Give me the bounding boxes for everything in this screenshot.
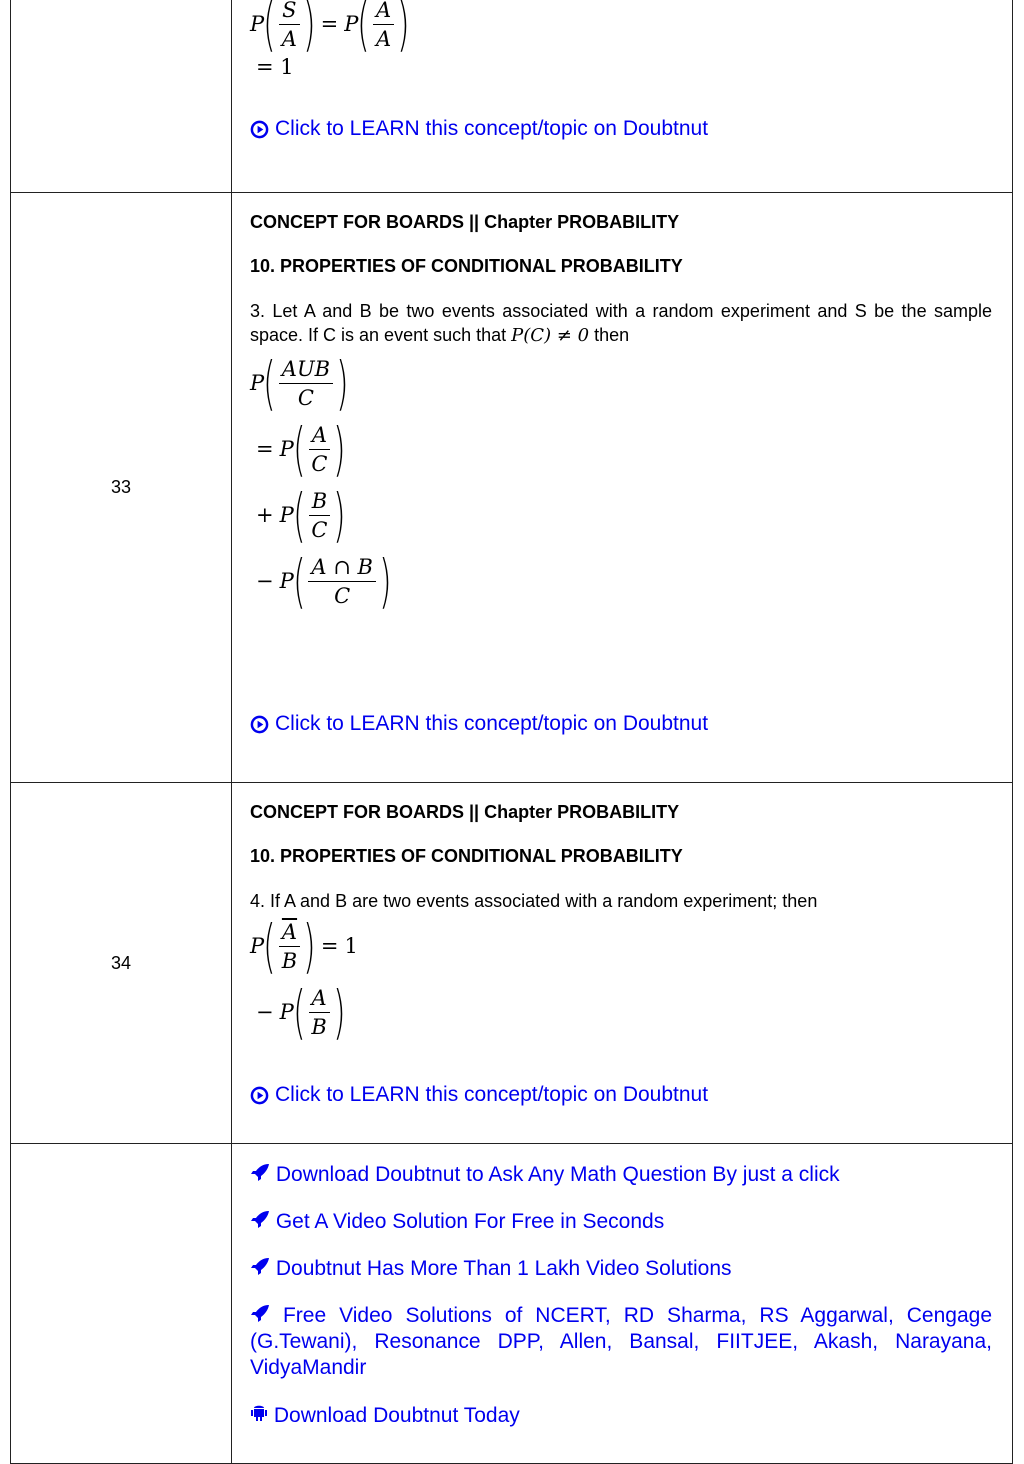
row-number [11,0,232,193]
learn-link-text[interactable]: Click to LEARN this concept/topic on Doubtnut [275,1083,709,1106]
learn-link-row-32[interactable] [250,117,992,141]
rocket-icon [250,1304,270,1327]
row-number-empty [11,1144,232,1464]
learn-link-row-33[interactable] [250,712,992,736]
row-number: 34 [11,783,232,1144]
promo-content [232,1144,1013,1464]
formula-minus-a-over-b: − P ( $\frac{A}{B}$ ) [256,978,346,1046]
row-content [232,193,1013,783]
row-number: 33 [11,193,232,783]
promo-item[interactable]: Get A Video Solution For Free in Seconds [250,1209,992,1235]
table-row [11,1144,1013,1464]
table-row [11,0,1013,193]
concept-table [10,0,1013,1464]
rocket-icon [250,1257,270,1280]
rocket-icon [250,1210,270,1233]
play-circle-icon [250,120,269,139]
promo-item[interactable]: Download Doubtnut to Ask Any Math Question By just a click [250,1162,992,1188]
topic-header: 10. PROPERTIES OF CONDITIONAL PROBABILITY [250,256,683,276]
formula-a-and-b-over-c: − P ( $\frac{A \cap B}{C}$ ) [256,547,392,615]
learn-link-text[interactable]: Click to LEARN this concept/topic on Doubtnut [275,117,709,140]
table-row [11,783,1013,1144]
learn-link-row-34[interactable] [250,1083,992,1107]
formula-a-over-c: = P ( $\frac{A}{C}$ ) [256,415,347,483]
question-text: 3. Let A and B be two events associated with a random experiment and S be the sample space. If C is an event such that P(C) ≠ 0 then [250,301,992,346]
promo-item[interactable]: Free Video Solutions of NCERT, RD Sharma, RS Aggarwal, Cengage (G.Tewani), Resonance DPP, Allen, Bansal, FIITJEE, Akash, Narayana, VidyaMandir [250,1304,992,1379]
concept-header: CONCEPT FOR BOARDS || Chapter PROBABILITY [250,802,680,822]
learn-link-text[interactable]: Click to LEARN this concept/topic on Doubtnut [275,712,709,735]
rocket-icon [250,1163,270,1186]
formula-b-over-c: + P ( $\frac{B}{C}$ ) [256,481,347,549]
question-text: 4. If A and B are two events associated with a random experiment; then [250,891,818,911]
row-content [232,0,1013,193]
inline-math: P(C) ≠ 0 [511,325,590,346]
download-today-link[interactable]: Download Doubtnut Today [250,1402,992,1429]
promo-item[interactable]: Doubtnut Has More Than 1 Lakh Video Solutions [250,1256,992,1282]
play-circle-icon [250,715,269,734]
android-icon [250,1404,268,1427]
play-circle-icon [250,1086,269,1105]
formula-aub-over-c: P ( $\frac{\text{AUB}}{C}$ ) [250,349,349,417]
table-row [11,193,1013,783]
formula-abar-over-b: P ( $\frac{\overline{A}}{B}$ ) = 1 [250,912,358,980]
row-content [232,783,1013,1144]
formula-s-given-a: P ( $\frac{S}{A}$ ) = P ( $\frac{A}{A}$ ) [250,0,992,53]
concept-header: CONCEPT FOR BOARDS || Chapter PROBABILITY [250,212,680,232]
topic-header: 10. PROPERTIES OF CONDITIONAL PROBABILITY [250,846,683,866]
formula-equals-one: = 1 [256,55,294,79]
